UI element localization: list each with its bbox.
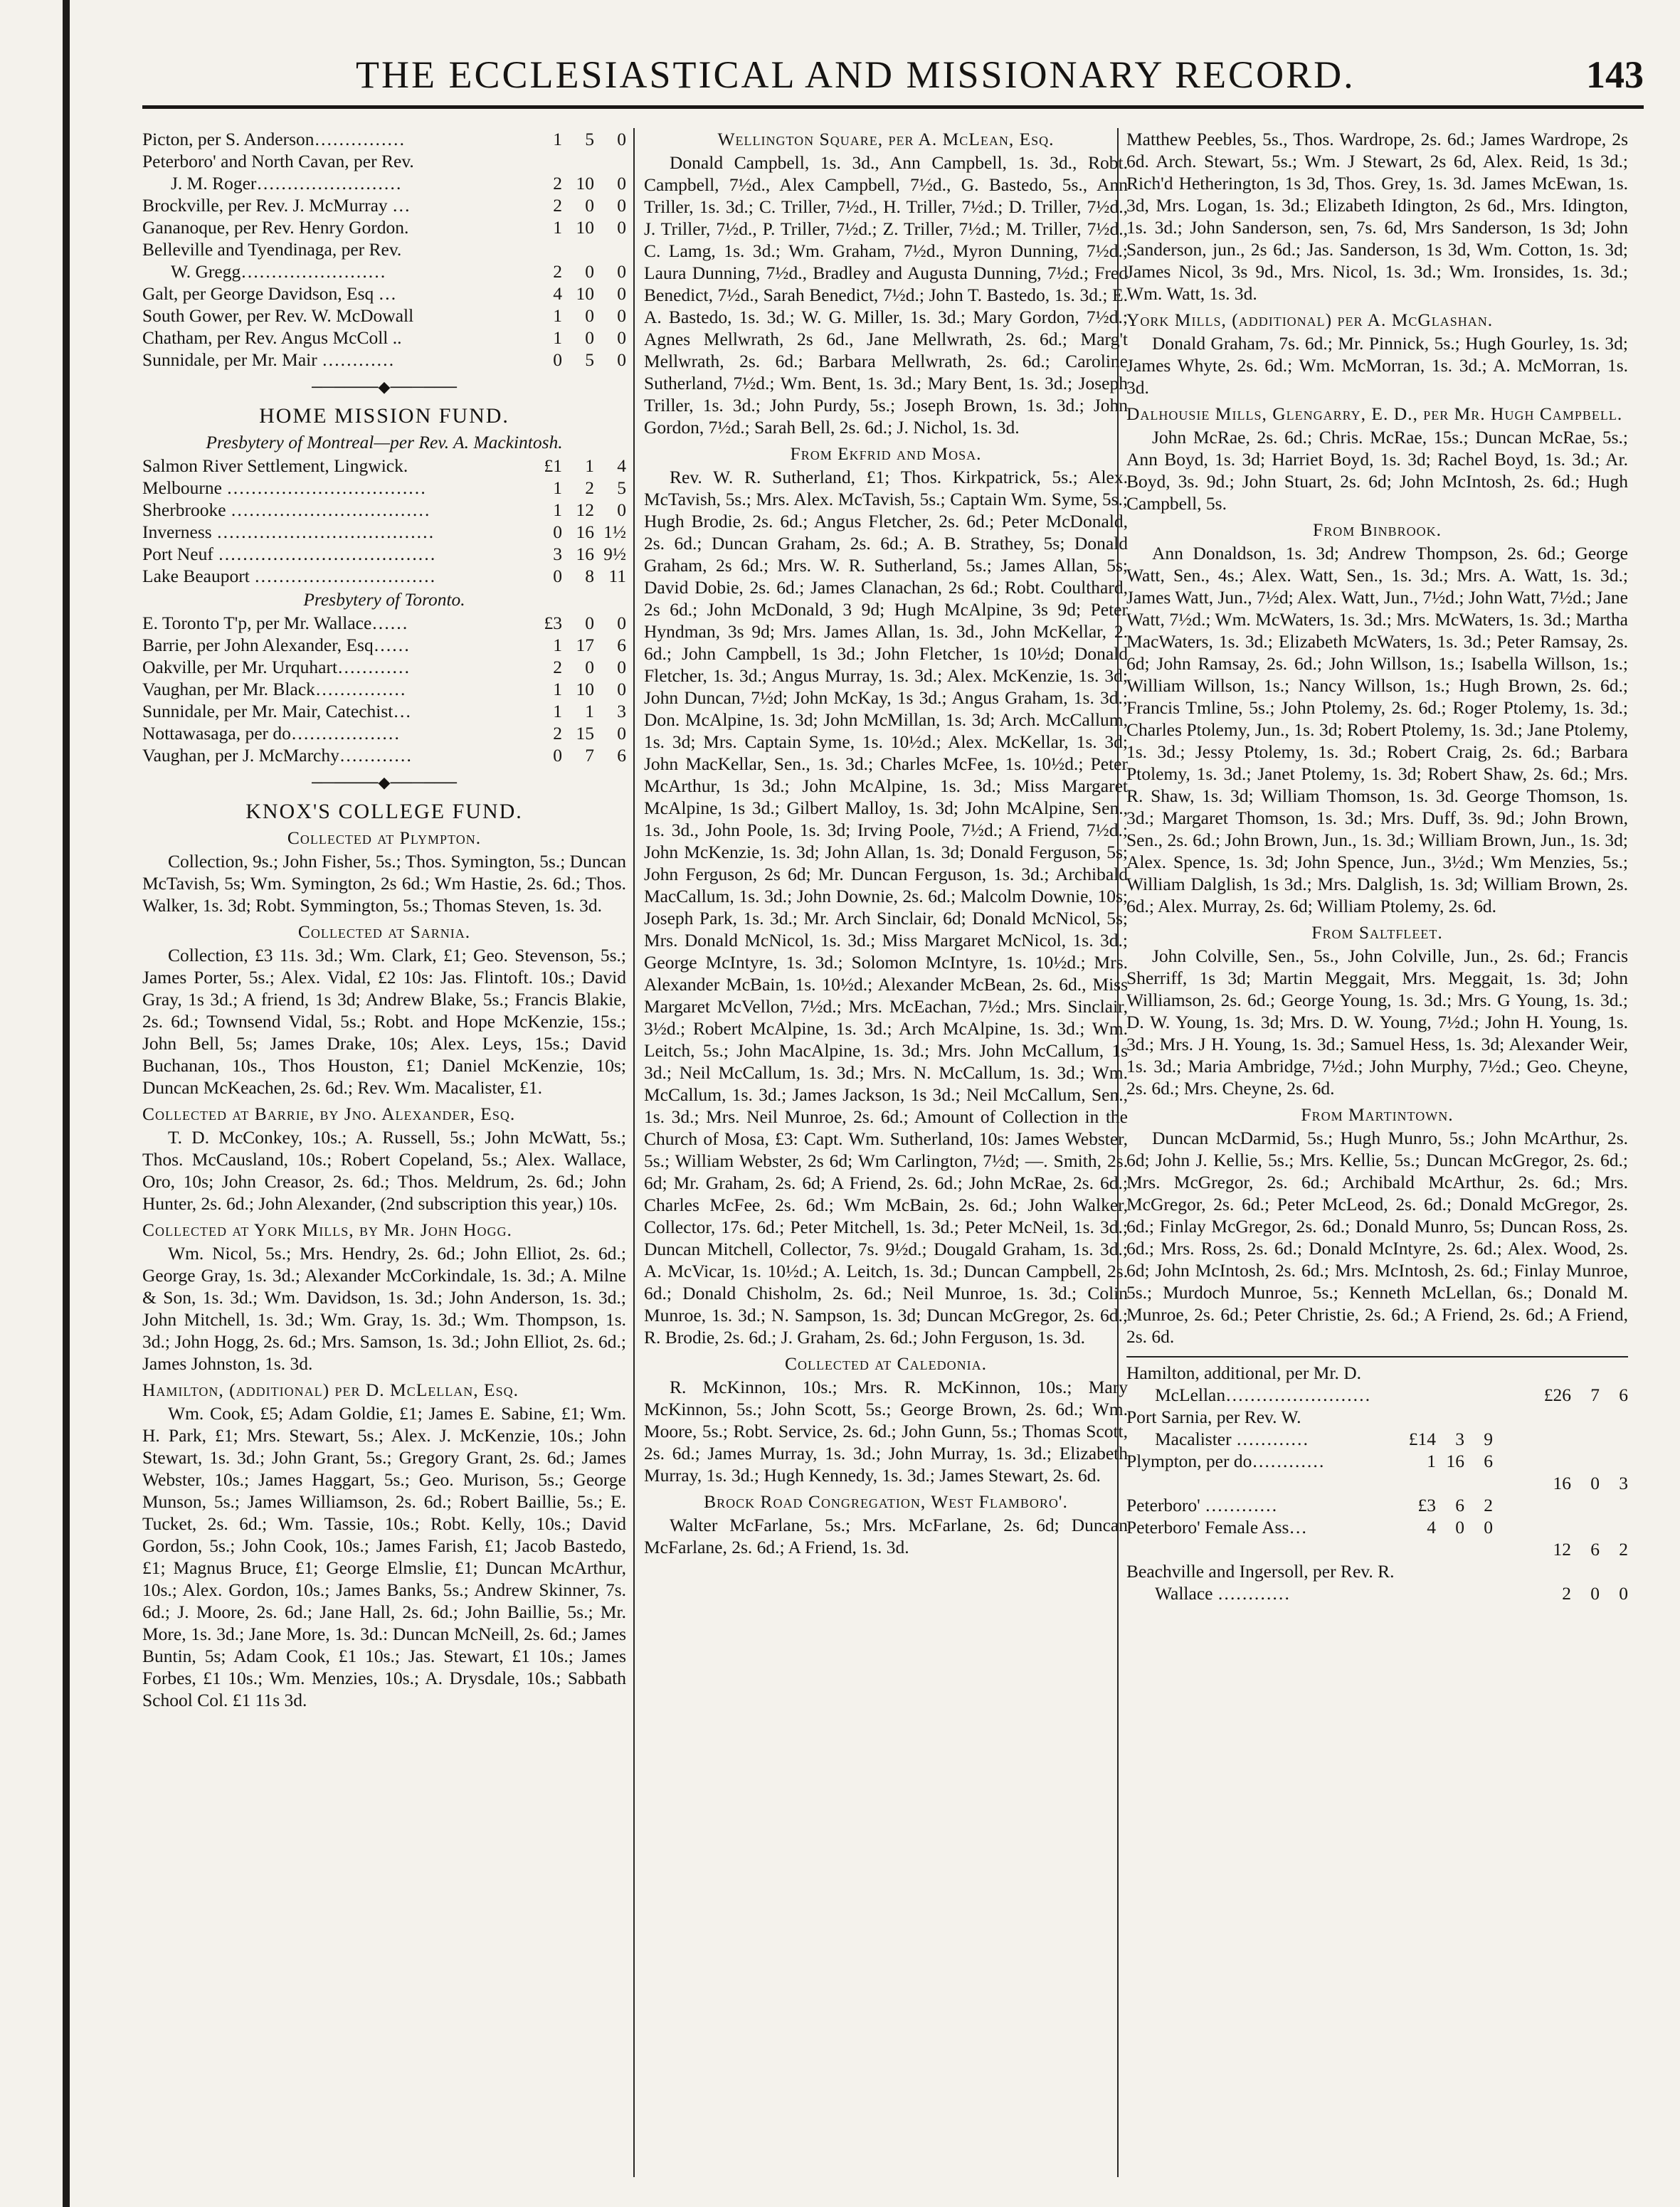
contribution-row (142, 216, 626, 238)
sarnia-heading: Collected at Sarnia. (297, 921, 471, 942)
dalhousie-heading: Dalhousie Mills, Glengarry, E. D., per Mr. Hugh Campbell. (1126, 403, 1623, 424)
saltfleet-text: John Colville, Sen., 5s., John Colville, Jun., 2s. 6d.; Francis Sherriff, 1s 3d; Martin Meggait, Mrs. Meggait, 1s. 3d; John Williamson, 2s. 6d.; George Young, 1s. 3d.; Mrs. G Young, 1s. 3d.; D. W. Young, 1s. 3d; Mrs. D. W. Young, 7½d.; John H. Young, 1s. 3d.; Mrs. J H. Young, 1s. 3d.; Samuel Hess, 1s. 3d; Alexander Weir, 1s. 3d.; Maria Ambridge, 7½d.; John Murphy, 7½d.; Geo. Cheyne, 2s. 6d.; Mrs. Cheyne, 2s. 6d. (1126, 946, 1628, 1099)
entry-amount: 0 7 6 (553, 745, 626, 766)
caledonia-text: R. McKinnon, 10s.; Mrs. R. McKinnon, 10s.; Mary McKinnon, 5s.; John Scott, 5s.; George Brown, 2s. 6d.; Wm. Moore, 5s.; Robt. Service, 2s. 6d.; John Gunn, 5s.; Thomas Scott, 2s. 6d.; James Murray, 1s. 3d.; John Murray, 1s. 3d.; Elizabeth Murray, 1s. 3d.; Hugh Kennedy, 1s. 3d.; James Stewart, 2s. 6d. (644, 1377, 1128, 1486)
montreal-row (142, 521, 626, 543)
entry-amount: 1 0 0 (553, 305, 626, 326)
toronto-row (142, 612, 626, 634)
entry-amount: 2 0 0 (553, 195, 626, 216)
contribution-list (142, 128, 626, 371)
entry-amount: 1 10 0 (553, 679, 626, 699)
entry-label: Sunnidale, per Mr. Mair, Catechist… (142, 701, 411, 721)
entry-amount: 2 0 0 (553, 261, 626, 282)
entry-label: Port Neuf ……………………………… (142, 544, 436, 564)
total-row: Wallace ………… 2 0 0 (1155, 1583, 1628, 1604)
total-row: McLellan…………………… £26 7 6 (1155, 1385, 1628, 1405)
binbrook-heading: From Binbrook. (1313, 519, 1442, 540)
ekfrid-heading: From Ekfrid and Mosa. (790, 443, 982, 464)
subtotal-row: 16 0 3 (1553, 1473, 1628, 1493)
toronto-presbytery-heading: Presbytery of Toronto. (303, 589, 465, 610)
york-mills-text: Wm. Nicol, 5s.; Mrs. Hendry, 2s. 6d.; John Elliot, 2s. 6d.; George Gray, 1s. 3d.; Alexander McCorkindale, 1s. 3d.; A. Milne & Son, 1s. 3d.; Wm. Davidson, 1s. 3d.; John Anderson, 1s. 3d.; John Mitchell, 1s. 3d.; Wm. Gray, 1s. 3d.; Wm. Thompson, 1s. 3d.; John Hogg, 2s. 6d.; Mrs. Samson, 1s. 3d.; John Elliot, 2s. 6d.; James Johnston, 1s. 3d. (142, 1243, 626, 1374)
entry-label: Lake Beauport ………………………… (142, 566, 436, 586)
hamilton-text: Wm. Cook, £5; Adam Goldie, £1; James E. Sabine, £1; Wm. H. Park, £1; Mrs. Stewart, 5s.; Alex. J. McKenzie, 10s.; John Stewart, 1s. 3d.; John Grant, 5s.; Gregory Grant, 2s. 6d.; James Webster, 10s.; James Haggart, 5s.; Geo. Murison, 5s.; George Munson, 5s.; James Williamson, 2s. 6d.; Robert Baillie, 5s.; E. Tucket, 2s. 6d.; Wm. Tassie, 10s.; Robt. Kelly, 10s.; David Gordon, 5s.; John Cook, 10s.; James Farish, £1; Jacob Bastedo, £1; Magnus Bruce, £1; George Elmslie, £1; Duncan McArthur, 10s.; Alex. Gordon, 10s.; James Banks, 5s.; Andrew Skinner, 7s. 6d.; J. Moore, 2s. 6d.; Jane Hall, 2s. 6d.; John Baillie, 5s.; Mr. More, 1s. 3d.; Jane More, 1s. 3d.: Duncan McNeill, 2s. 6d.; James Buntin, 5s; Adam Cook, £1 10s.; Jas. Stewart, £1 10s.; James Forbes, £1 10s.; Wm. Menzies, 10s.; A. Drysdale, 10s.; Sabbath School Col. £1 11s 3d. (142, 1403, 626, 1710)
plympton-heading: Collected at Plympton. (287, 827, 482, 848)
montreal-presbytery-heading: Presbytery of Montreal—per Rev. A. Mackintosh. (206, 432, 563, 452)
total-row: Beachville and Ingersoll, per Rev. R. (1126, 1561, 1395, 1582)
montreal-row (142, 477, 626, 499)
entry-amount: 1 5 0 (553, 129, 626, 149)
total-row: Peterboro' ………… £3 6 2 (1126, 1495, 1493, 1515)
martintown-text: Duncan McDarmid, 5s.; Hugh Munro, 5s.; John McArthur, 2s. 6d; John J. Kellie, 5s.; Mrs. Kellie, 5s.; Duncan McGregor, 2s. 6d.; Mrs. McGregor, 2s. 6d.; Archibald McArthur, 2s. 6d.; Mrs. McGregor, 2s. 6d.; Peter McLeod, 2s. 6d.; Donald McGregor, 2s. 6d.; Finlay McGregor, 2s. 6d.; Donald Munro, 5s; Duncan Ross, 2s. 6d.; Mrs. Ross, 2s. 6d.; Donald McIntyre, 2s. 6d.; Alex. Wood, 2s. 6d; John McIntosh, 2s. 6d.; Mrs. McIntosh, 2s. 6d.; Finlay Munroe, 5s.; Murdoch Munroe, 5s.; Kenneth McLellan, 6s.; Donald M. Munroe, 2s. 6d.; Peter Christie, 2s. 6d.; A Friend, 2s. 6d.; A Friend, 2s. 6d. (1126, 1128, 1628, 1347)
entry-label: J. M. Roger…………………… (171, 173, 402, 194)
york-mills-additional-heading: York Mills, (additional) per A. McGlashan. (1126, 309, 1494, 330)
entry-label: Vaughan, per J. McMarchy………… (142, 745, 412, 766)
toronto-list (142, 612, 626, 766)
dalhousie-text: John McRae, 2s. 6d.; Chris. McRae, 15s.; Duncan McRae, 5s.; Ann Boyd, 1s. 3d; Harriet Boyd, 1s. 3d; Rachel Boyd, 1s. 3d.; Ar. Boyd, 3s. 9d.; John Stuart, 2s. 6d; John McIntosh, 2s. 6d.; Hugh Campbell, 5s. (1126, 427, 1628, 514)
entry-label: Sunnidale, per Mr. Mair ………… (142, 349, 395, 370)
total-row: Plympton, per do………… 1 16 6 (1126, 1451, 1493, 1471)
toronto-row (142, 700, 626, 722)
entry-label: Vaughan, per Mr. Black…………… (142, 679, 406, 699)
plympton-text: Collection, 9s.; John Fisher, 5s.; Thos. Symington, 5s.; Duncan McTavish, 5s; Wm. Symington, 2s 6d.; Wm Hastie, 2s. 6d.; Thos. Walker, 1s. 3d; Robt. Symmington, 5s.; Thomas Steven, 1s. 3d. (142, 851, 626, 916)
contribution-row (142, 238, 626, 260)
contribution-row (142, 194, 626, 216)
saltfleet-heading: From Saltfleet. (1311, 922, 1443, 943)
york-mills-additional-text: Donald Graham, 7s. 6d.; Mr. Pinnick, 5s.; Hugh Gourley, 1s. 3d; James Whyte, 2s. 6d.; Wm. McMorran, 1s. 3d.; A. McMorran, 1s. 3d. (1126, 333, 1628, 398)
entry-amount: 2 0 0 (553, 657, 626, 677)
ornament-divider: ──────◆────── (312, 773, 457, 791)
entry-amount: £3 0 0 (544, 613, 626, 633)
entry-label: W. Gregg…………………… (171, 261, 386, 282)
entry-amount: 2 10 0 (553, 173, 626, 194)
entry-amount: 4 10 0 (553, 283, 626, 304)
binbrook-text: Ann Donaldson, 1s. 3d; Andrew Thompson, 2s. 6d.; George Watt, Sen., 4s.; Alex. Watt, Sen., 1s. 3d.; Mrs. A. Watt, 1s. 3d.; James Watt, Jun., 7½d; Alex. Watt, Jun., 7½d.; John Watt, 7½d.; Jane Watt, 7½d.; Wm. McWaters, 1s. 3d.; Mrs. McWaters, 1s. 3d.; Martha MacWaters, 1s. 3d.; Elizabeth McWaters, 1s. 3d.; Peter Ramsay, 2s. 6d; John Ramsay, 2s. 6d.; John Willson, 1s.; Isabella Willson, 1s.; William Willson, 1s.; Nancy Willson, 1s.; Hugh Brown, 2s. 6d.; Francis Tmline, 5s.; John Ptolemy, 2s. 6d.; Roger Ptolemy, 1s. 3d.; Charles Ptolemy, Jun., 1s. 3d; Robert Ptolemy, 1s. 3d.; Jane Ptolemy, 1s. 3d.; Jessy Ptolemy, 1s. 3d.; Robert Craig, 2s. 6d.; Barbara Ptolemy, 1s. 3d.; Janet Ptolemy, 1s. 3d; Robert Shaw, 2s. 6d.; Mrs. R. Shaw, 1s. 3d; William Thomson, 1s. 3d. George Thomson, 1s. 3d.; Margaret Thomson, 1s. 3d.; Mrs. Duff, 3s. 9d.; John Brown, Sen., 2s. 6d.; John Brown, Jun., 1s. 3d.; William Brown, Jun., 1s. 3d; Alex. Spence, 1s. 3d; John Spence, Jun., 3½d.; Wm Menzies, 5s.; William Dalglish, 1s 3d.; Mrs. Dalglish, 1s. 3d; William Brown, 2s. 6d.; Alex. Murray, 2s. 6d; William Ptolemy, 2s. 6d. (1126, 543, 1628, 916)
entry-label: E. Toronto T'p, per Mr. Wallace…… (142, 613, 408, 633)
column-2 (644, 128, 1128, 1558)
montreal-row (142, 499, 626, 521)
column-divider-1 (633, 128, 635, 2177)
contribution-row (142, 260, 626, 282)
wellington-heading: Wellington Square, per A. McLean, Esq. (717, 129, 1055, 149)
entry-label: Gananoque, per Rev. Henry Gordon. (142, 217, 409, 238)
home-mission-heading: HOME MISSION FUND. (259, 404, 509, 428)
ornament-divider: ──────◆────── (312, 378, 457, 396)
entry-amount: £1 1 4 (544, 455, 626, 476)
entry-label: Chatham, per Rev. Angus McColl .. (142, 327, 402, 348)
entry-amount: 0 16 1½ (553, 522, 626, 542)
totals-table (1126, 1362, 1628, 1604)
toronto-row (142, 722, 626, 744)
toronto-row (142, 678, 626, 700)
york-mills-heading: Collected at York Mills, by Mr. John Hogg. (142, 1219, 512, 1240)
entry-label: Peterboro' and North Cavan, per Rev. (142, 151, 414, 171)
entry-label: Belleville and Tyendinaga, per Rev. (142, 239, 402, 260)
hamilton-heading: Hamilton, (additional) per D. McLellan, Esq. (142, 1380, 519, 1400)
entry-amount: 1 12 0 (553, 499, 626, 520)
total-row: Macalister ………… £14 3 9 (1155, 1429, 1493, 1449)
entry-label: Sherbrooke …………………………… (142, 499, 430, 520)
toronto-row (142, 744, 626, 766)
contribution-row (142, 327, 626, 349)
ekfrid-text: Rev. W. R. Sutherland, £1; Thos. Kirkpatrick, 5s.; Alex. McTavish, 5s.; Mrs. Alex. McTavish, 5s.; Captain Wm. Syme, 5s.; Hugh Brodie, 2s. 6d.; Angus Fletcher, 2s. 6d.; Peter McDonald, 2s. 6d.; Duncan Graham, 2s. 6d.; A. B. Strathey, 5s; Donald Graham, 2s 6d.; Mrs. W. R. Sutherland, 5s.; James Allan, 5s; David Dobie, 2s. 6d.; James Clanachan, 2s 6d.; Robt. Coulthard, 2s 6d.; John McDonald, 3 9d; Hugh McAlpine, 3s 9d; Peter Hyndman, 3s 9d; Mrs. James Allan, 1s. 3d., John McKellar, 2. 6d.; John Campbell, 1s 3d.; John Fletcher, 1s 10½d; Donald Fletcher, 1s. 3d.; Angus Murray, 1s. 3d.; Alex. McKenzie, 1s. 3d; John Duncan, 7½d; John McKay, 1s 3d.; Angus Graham, 1s. 3d.; Don. McAlpine, 1s. 3d; John McMillan, 1s. 3d; Arch. McCallum, 1s. 3d; Mrs. Captain Syme, 1s. 10½d.; Alex. McKellar, 1s. 3d; John MacKellar, Sen., 1s. 3d.; Charles McFee, 1s. 10½d.; Peter McArthur, 1s 3d.; John McAlpine, 1s. 3d.; Miss Margaret McAlpine, 1s 3d.; Gilbert Malloy, 1s. 3d; John McAlpine, Sen., 1s. 3d., John Poole, 1s. 3d; Irving Poole, 7½d.; A Friend, 7½d.; John McKenzie, 1s. 3d; John Allan, 1s. 3d; Donald Ferguson, 5s; John Ferguson, 2s 6d; Mr. Duncan Ferguson, 1s. 3d.; Archibald MacCallum, 1s. 3d.; John Downie, 2s. 6d.; Malcolm Downie, 10s; Joseph Park, 1s. 3d.; Mr. Arch Sinclair, 6d; Donald McNicol, 5s; Mrs. Donald McNicol, 1s. 3d.; Miss Margaret McNicol, 1s. 3d.; George McIntyre, 1s. 3d.; Solomon McIntyre, 1s. 10½d.; Mrs. Alexander McBain, 1s. 10½d.; Alexander McBean, 2s. 6d., Miss Margaret McVellon, 7½d.; Mrs. McEachan, 7½d.; Mrs. Sinclair, 3½d.; Robert McAlpine, 1s. 3d.; Arch McAlpine, 1s. 3d.; Wm. Leitch, 5s.; John MacAlpine, 1s. 3d.; Mrs. John McCallum, 1s 3d.; Neil McCallum, 1s. 3d.; Mrs. N. McCallum, 1s. 3d.; Wm. McCallum, 1s. 3d.; James Jackson, 1s 3d.; Neil McCallum, Sen., 1s. 3d.; Mrs. Neil Munroe, 2s. 6d.; Amount of Collection in the Church of Mosa, £3: Capt. Wm. Sutherland, 10s: James Webster, 5s.; William Webster, 2s 6d; Wm Carlington, 7½d; —. Smith, 2s. 6d; Mr. Graham, 2s. 6d; A Friend, 2s. 6d.; John McRae, 2s. 6d.; Charles McFee, 2s. 6d.; Wm McBain, 2s. 6d.; John Walker, Collector, 17s. 6d.; Peter Mitchell, 1s. 3d.; Peter McNeil, 1s. 3d.; Duncan Mitchell, Collector, 7s. 9½d.; Dougald Graham, 1s. 3d.; A. McVicar, 1s. 10½d.; A. Leitch, 1s. 3d.; Duncan Campbell, 2s. 6d.; Donald Chisholm, 2s. 6d.; Neil Munroe, 1s. 3d.; Colin Munroe, 1s. 3d.; N. Sampson, 1s. 3d; Duncan McGregor, 2s. 6d.; R. Brodie, 2s. 6d.; J. Graham, 2s. 6d.; John Ferguson, 1s. 3d. (644, 467, 1128, 1348)
contribution-row (142, 128, 626, 150)
page-number: 143 (1586, 53, 1644, 96)
journal-title: THE ECCLESIASTICAL AND MISSIONARY RECORD. (356, 53, 1356, 96)
contribution-row (142, 349, 626, 371)
column-3 (1126, 128, 1628, 1604)
entry-amount: 1 17 6 (553, 635, 626, 655)
column-1 (142, 128, 626, 1711)
entry-label: South Gower, per Rev. W. McDowall (142, 305, 414, 326)
entry-amount: 1 2 5 (553, 477, 626, 498)
montreal-list (142, 455, 626, 587)
entry-amount: 3 16 9½ (553, 544, 626, 564)
entry-label: Nottawasaga, per do……………… (142, 723, 400, 743)
toronto-row (142, 656, 626, 678)
entry-label: Melbourne …………………………… (142, 477, 426, 498)
barrie-heading: Collected at Barrie, by Jno. Alexander, Esq. (142, 1104, 516, 1124)
entry-label: Picton, per S. Anderson…………… (142, 129, 406, 149)
contribution-row (142, 282, 626, 305)
entry-label: Galt, per George Davidson, Esq … (142, 283, 397, 304)
entry-amount: 1 10 0 (553, 217, 626, 238)
brock-road-heading: Brock Road Congregation, West Flamboro'. (704, 1491, 1068, 1512)
entry-amount: 0 5 0 (553, 349, 626, 370)
entry-amount (519, 238, 626, 260)
entry-label: Inverness ……………………………… (142, 522, 435, 542)
contribution-row (142, 305, 626, 327)
entry-label: Brockville, per Rev. J. McMurray … (142, 195, 411, 216)
contribution-row (142, 150, 626, 172)
barrie-text: T. D. McConkey, 10s.; A. Russell, 5s.; John McWatt, 5s.; Thos. McCausland, 10s.; Robert Copeland, 5s.; Alex. Wallace, Oro, 10s; John Creasor, 2s. 6d.; Thos. Meldrum, 2s. 6d.; John Hunter, 2s. 6d.; John Alexander, (2nd subscription this year,) 10s. (142, 1127, 626, 1214)
entry-amount: 0 8 11 (553, 566, 626, 586)
brock-road-text: Walter McFarlane, 5s.; Mrs. McFarlane, 2s. 6d; Duncan McFarlane, 2s. 6d.; A Friend, 1s. 3d. (644, 1515, 1128, 1557)
montreal-row (142, 543, 626, 565)
subtotal-row: 12 6 2 (1553, 1539, 1628, 1560)
sarnia-text: Collection, £3 11s. 3d.; Wm. Clark, £1; Geo. Stevenson, 5s.; James Porter, 5s.; Alex. Vidal, £2 10s: Jas. Flintoft. 10s.; David Gray, 1s 3d.; A friend, 1s 3d; Andrew Blake, 5s.; Francis Blakie, 2s. 6d.; Townsend Vidal, 5s.; Robt. and Hope McKenzie, 15s.; John Bell, 5s; James Drake, 10s; Alex. Leys, 15s.; David Buchanan, 10s., Thos Houston, £1; Daniel McKenzie, 10s; Duncan McKeachen, 2s. 6d.; Rev. Wm. Macalister, £1. (142, 945, 626, 1098)
entry-amount: 1 1 3 (553, 701, 626, 721)
entry-label: Oakville, per Mr. Urquhart………… (142, 657, 411, 677)
knox-college-heading: KNOX'S COLLEGE FUND. (245, 800, 523, 823)
martintown-heading: From Martintown. (1301, 1104, 1454, 1125)
entry-label: Salmon River Settlement, Lingwick. (142, 455, 408, 476)
contribution-row (142, 172, 626, 194)
wellington-text: Donald Campbell, 1s. 3d., Ann Campbell, 1s. 3d., Robt. Campbell, 7½d., Alex Campbell, 7½d., G. Bastedo, 5s., Ann Triller, 1s. 3d.; C. Triller, 7½d., H. Triller, 7½d.; D. Triller, 7½d., J. Triller, 7½d., P. Triller, 7½d.; Z. Triller, 7½d.; M. Triller, 7½d., C. Lamg, 1s. 3d.; Wm. Graham, 7½d., Myron Dunning, 7½d.; Laura Dunning, 7½d., Bradley and Augusta Dunning, 7½d.; Fred Benedict, 7½d., Sarah Benedict, 7½d.; John T. Bastedo, 1s. 3d.; E. A. Bastedo, 1s. 3d.; W. G. Miller, 1s. 3d.; Mary Gordon, 7½d.; Agnes Mellwrath, 2s 6d., Jane Mellwrath, 2s. 6d.; Marg't Mellwrath, 2s. 6d.; Barbara Mellwrath, 2s. 6d.; Caroline Sutherland, 7½d.; Wm. Bent, 1s. 3d.; Mary Bent, 1s. 3d.; Joseph Triller, 1s. 3d.; John Purdy, 5s.; Joseph Brown, 1s. 3d.; John Gordon, 7½d.; Sarah Bell, 2s. 6d.; J. Nichol, 1s. 3d. (644, 152, 1128, 438)
entry-amount: 1 0 0 (553, 327, 626, 348)
entry-amount: 2 15 0 (553, 723, 626, 743)
page-header (142, 46, 1644, 110)
caledonia-heading: Collected at Caledonia. (784, 1353, 988, 1374)
montreal-row (142, 565, 626, 587)
montreal-row (142, 455, 626, 477)
toronto-row (142, 634, 626, 656)
page-binding-edge (63, 0, 70, 2207)
entry-label: Barrie, per John Alexander, Esq…… (142, 635, 410, 655)
continued-list-text: Matthew Peebles, 5s., Thos. Wardrope, 2s. 6d.; James Wardrope, 2s 6d. Arch. Stewart, 5s.; Wm. J Stewart, 2s 6d, Alex. Reid, 1s 3d.; Rich'd Hetherington, 1s 3d, Thos. Grey, 1s. 3d. James McEwan, 1s. 3d, Mrs. Logan, 1s. 3d.; Elizabeth Idington, 2s 6d., Mrs. Idington, 1s. 3d.; John Sanderson, sen, 7s. 6d, Mrs Sanderson, 1s 3d; John Sanderson, jun., 2s 6d.; Jas. Sanderson, 1s 3d, Wm. Cotton, 1s. 3d; James Nicol, 3s 9d., Mrs. Nicol, 1s. 3d.; Wm. Ironsides, 1s. 3d.; Wm. Watt, 1s. 3d. (1126, 129, 1628, 304)
entry-amount (519, 150, 626, 172)
total-row: Peterboro' Female Ass… 4 0 0 (1126, 1517, 1493, 1538)
total-row: Hamilton, additional, per Mr. D. (1126, 1362, 1362, 1383)
totals-rule (1126, 1356, 1628, 1357)
total-row: Port Sarnia, per Rev. W. (1126, 1407, 1301, 1427)
header-rule (142, 105, 1644, 109)
